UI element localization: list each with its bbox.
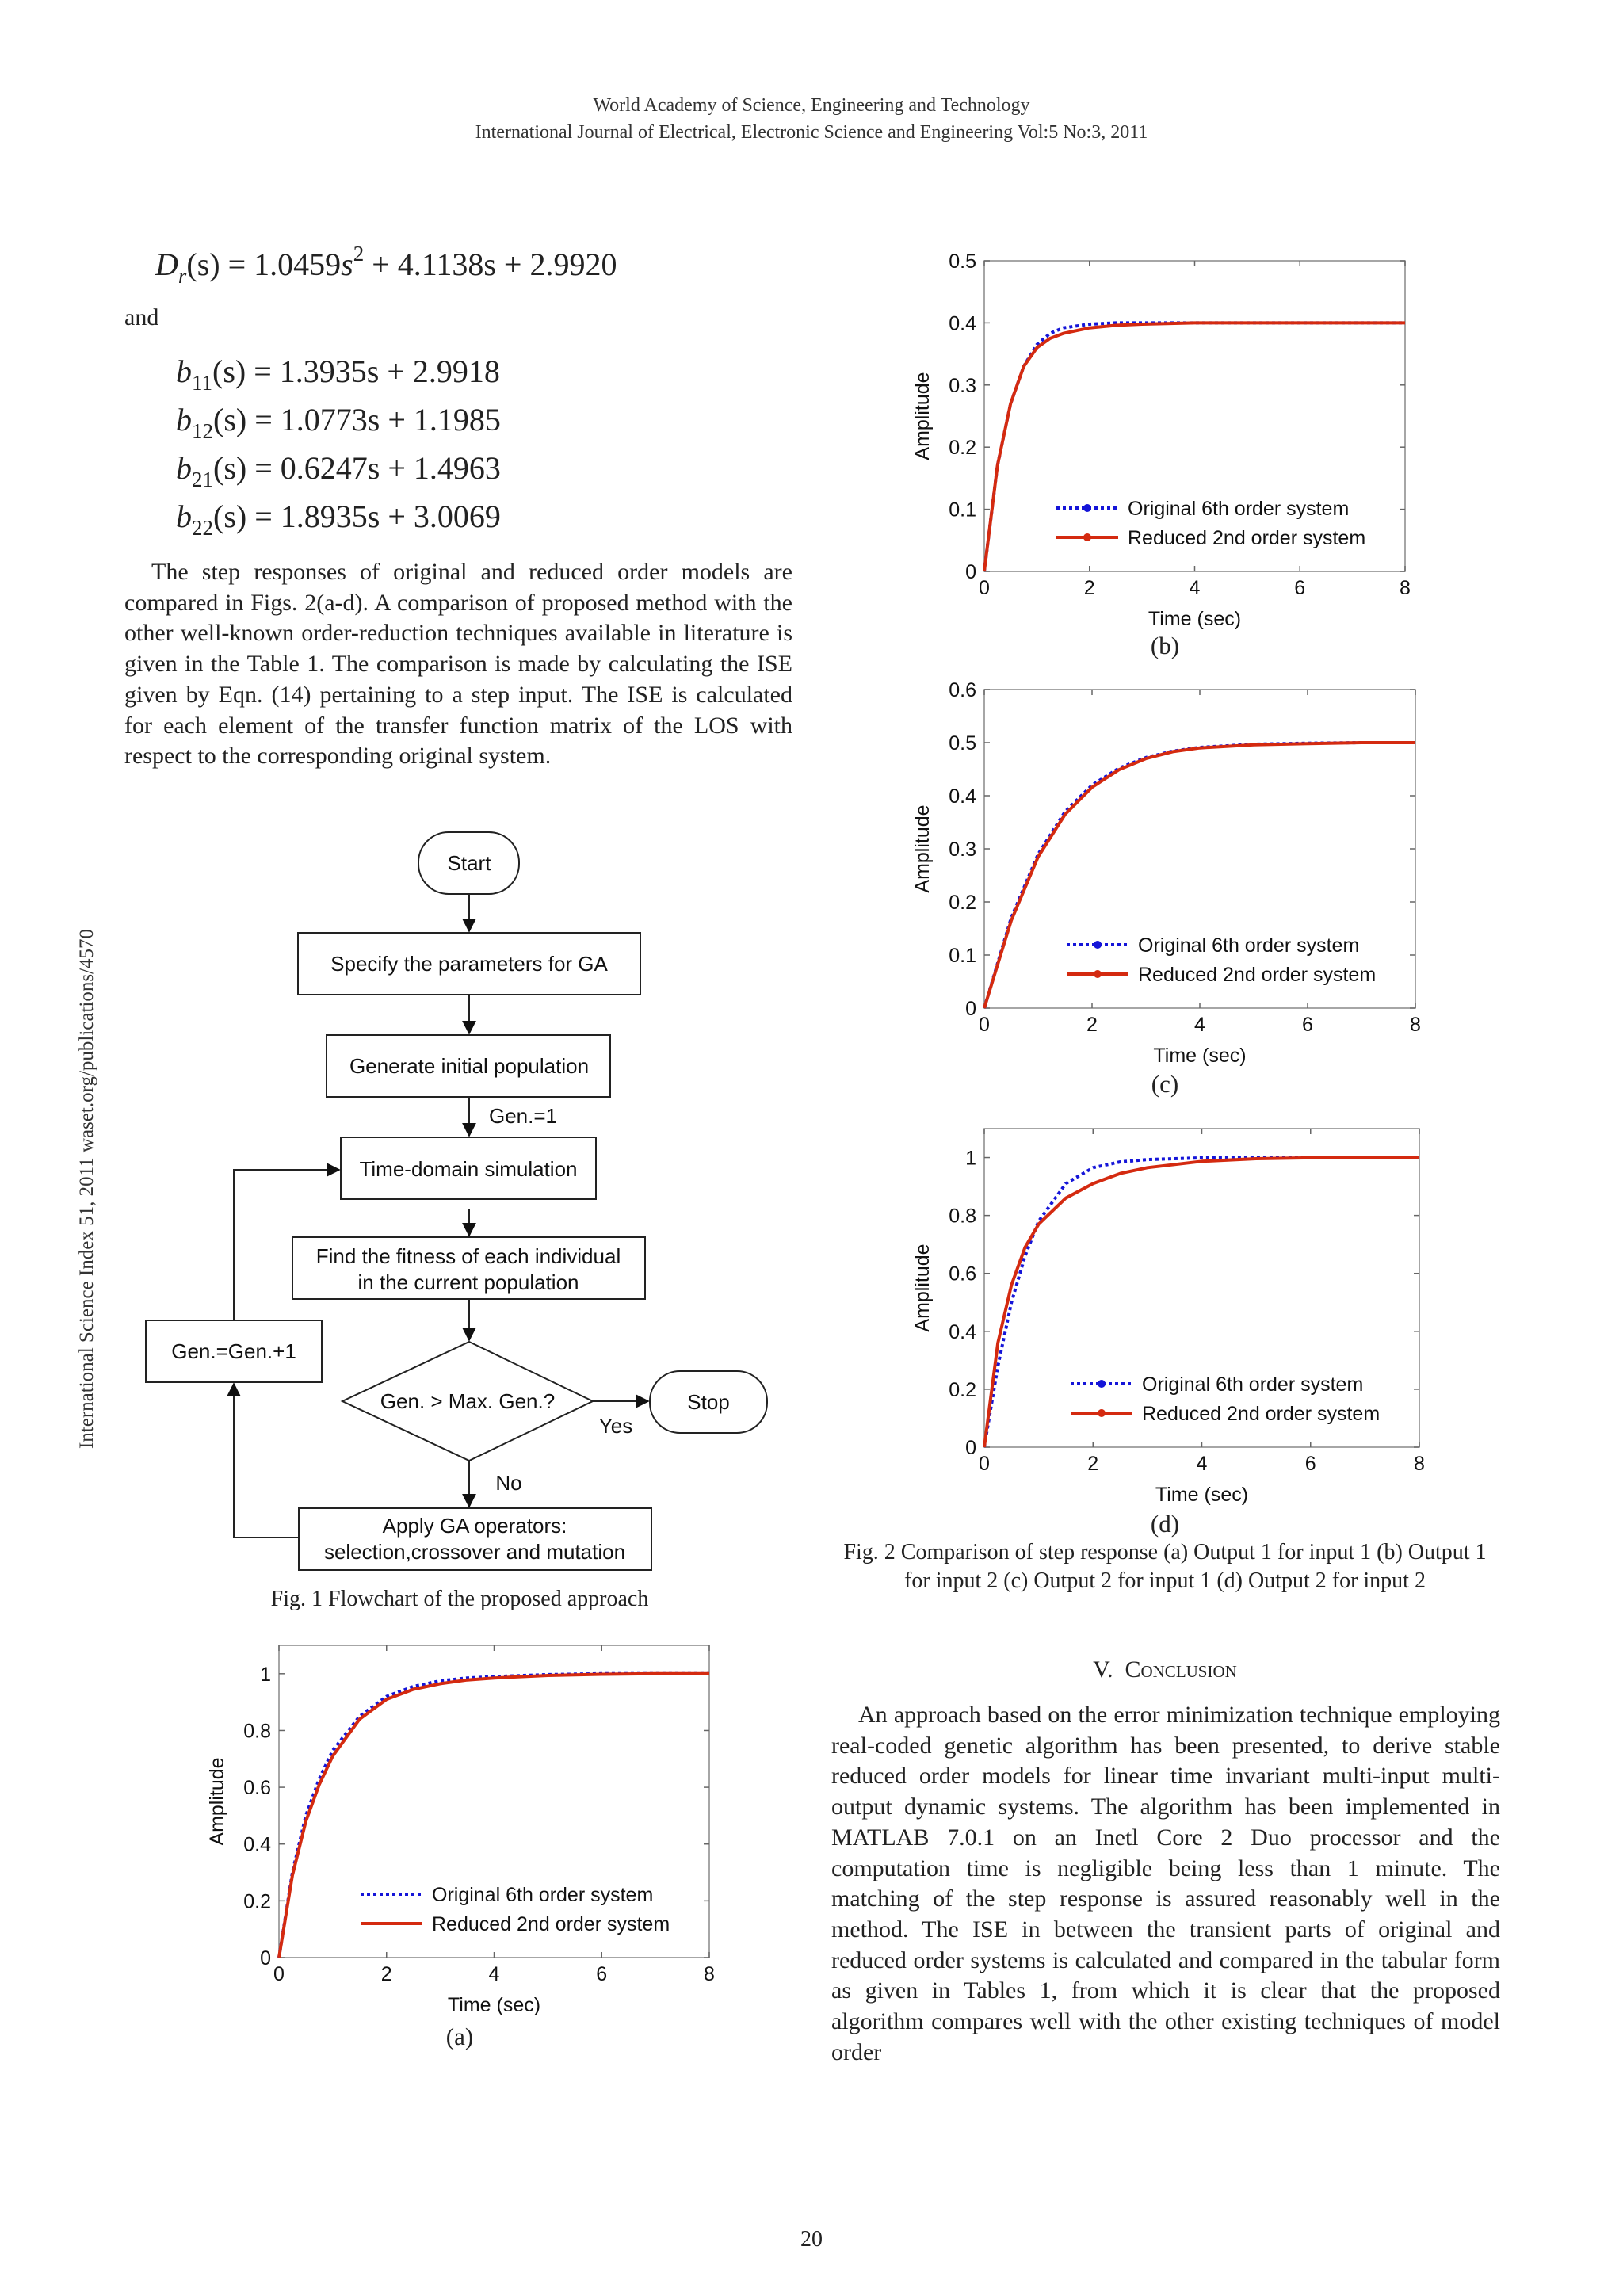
y-tick-label: 0.2: [949, 437, 976, 460]
y-axis-label: Amplitude: [911, 1244, 934, 1332]
section-number: V.: [1093, 1656, 1113, 1683]
y-tick-label: 0.1: [949, 945, 976, 967]
chart-b: [911, 250, 1411, 630]
legend-marker: [1098, 1409, 1106, 1417]
x-tick-label: 2: [1086, 1014, 1098, 1036]
journal-header-line2: International Journal of Electrical, Electronic Science and Engineering Vol:5 No:3, 2011: [475, 122, 1148, 143]
chart-c: [911, 679, 1421, 1067]
y-tick-label: 0: [965, 561, 976, 583]
legend-label: Original 6th order system: [1128, 498, 1350, 520]
flow-gen1-label: Gen.=1: [488, 1104, 558, 1128]
eq-symbol: D: [155, 246, 178, 282]
eq-text: (s) = 1.0773s + 1.1985: [213, 402, 501, 437]
paragraph-conclusion: [831, 1700, 1500, 2068]
x-axis-label: Time (sec): [447, 1994, 541, 2016]
legend-label: Original 6th order system: [432, 1884, 654, 1906]
x-tick-label: 6: [1302, 1014, 1313, 1036]
y-tick-label: 0.8: [243, 1720, 271, 1743]
eq-subscript: r: [178, 264, 187, 288]
y-tick-label: 0.5: [949, 732, 976, 755]
eq-text: (s) = 1.8935s + 3.0069: [213, 499, 501, 534]
legend-label: Original 6th order system: [1142, 1373, 1364, 1396]
x-tick-label: 6: [1294, 577, 1306, 599]
x-tick-label: 4: [1189, 577, 1201, 599]
eq-subscript: 21: [192, 468, 213, 491]
y-tick-label: 0.4: [949, 785, 976, 808]
sidebar-citation: International Science Index 51, 2011 waset.org/publications/4570: [76, 928, 97, 1450]
legend-label: Reduced 2nd order system: [1128, 527, 1366, 549]
y-tick-label: 1: [260, 1663, 271, 1686]
x-tick-label: 8: [1410, 1014, 1421, 1036]
paragraph-text: The step responses of original and reduced order models are compared in Figs. 2(a-d). A comparison of proposed method with the other well-known order-reduction techniques available in literature is given in the Table 1. The comparison is made by calculating the ISE given by Eqn. (14) pertaining to a step input. The ISE is calculated for each element of the transfer function matrix of the LOS with respect to the corresponding original system.: [124, 559, 792, 770]
x-tick-label: 8: [1400, 577, 1411, 599]
eq-text: (s) = 0.6247s + 1.4963: [213, 450, 501, 486]
x-tick-label: 6: [596, 1963, 608, 1985]
x-tick-label: 0: [979, 1453, 990, 1475]
legend-label: Reduced 2nd order system: [432, 1913, 670, 1935]
y-tick-label: 0: [965, 998, 976, 1020]
flow-simulate-label: Time-domain simulation: [359, 1157, 578, 1181]
x-axis-label: Time (sec): [1153, 1045, 1247, 1067]
chart-a: [206, 1645, 715, 2016]
x-tick-label: 2: [1083, 577, 1095, 599]
page-number: 20: [800, 2227, 823, 2252]
plot-frame: [984, 690, 1415, 1008]
legend-label: Reduced 2nd order system: [1142, 1403, 1381, 1425]
plot-frame: [984, 1129, 1419, 1447]
legend-label: Reduced 2nd order system: [1138, 964, 1377, 986]
section-title: Conclusion: [1125, 1656, 1237, 1683]
flow-specify-label: Specify the parameters for GA: [330, 952, 608, 976]
x-tick-label: 6: [1304, 1453, 1316, 1475]
legend-marker: [1083, 533, 1091, 541]
flow-yes-label: Yes: [598, 1414, 633, 1438]
legend-marker: [1098, 1380, 1106, 1388]
x-tick-label: 4: [1196, 1453, 1208, 1475]
x-tick-label: 8: [704, 1963, 715, 1985]
eq-subscript: 22: [192, 516, 213, 540]
flow-no-label: No: [495, 1471, 522, 1495]
plot-frame: [279, 1645, 709, 1958]
subfig-label-d: (d): [1150, 1510, 1180, 1538]
y-axis-label: Amplitude: [911, 804, 934, 893]
x-tick-label: 4: [1194, 1014, 1205, 1036]
section-heading: [832, 1656, 1498, 1683]
y-tick-label: 0.6: [949, 1263, 976, 1286]
eq-subscript: 12: [192, 419, 213, 443]
and-text: and: [124, 304, 159, 330]
flow-apply-label-2: selection,crossover and mutation: [323, 1540, 626, 1564]
eq-text: (s) = 1.3935s + 2.9918: [212, 353, 500, 389]
fig1-caption: Fig. 1 Flowchart of the proposed approach: [270, 1587, 649, 1611]
y-tick-label: 0.6: [243, 1777, 271, 1800]
legend-label: Original 6th order system: [1138, 934, 1360, 957]
y-tick-label: 0.2: [243, 1890, 271, 1913]
journal-header-line1: World Academy of Science, Engineering and Technology: [593, 95, 1030, 116]
x-tick-label: 0: [979, 1014, 990, 1036]
x-tick-label: 8: [1414, 1453, 1425, 1475]
chart-d: [911, 1129, 1425, 1506]
flow-decision-label: Gen. > Max. Gen.?: [380, 1389, 556, 1413]
y-tick-label: 0: [260, 1947, 271, 1969]
flow-fitness-label-1: Find the fitness of each individual: [315, 1244, 621, 1268]
flow-apply-label-1: Apply GA operators:: [382, 1514, 567, 1538]
y-tick-label: 0.5: [949, 250, 976, 273]
eq-text: (s) = 1.0459: [186, 246, 342, 282]
y-tick-label: 0.4: [949, 312, 976, 335]
eq-symbol: b: [176, 450, 192, 486]
flow-increment-label: Gen.=Gen.+1: [171, 1339, 296, 1363]
x-axis-label: Time (sec): [1155, 1484, 1249, 1506]
y-tick-label: 0.4: [949, 1320, 976, 1343]
x-tick-label: 0: [979, 577, 990, 599]
subfig-label-c: (c): [1151, 1070, 1179, 1098]
y-tick-label: 0.2: [949, 1378, 976, 1401]
y-tick-label: 0.3: [949, 374, 976, 397]
flow-generate-label: Generate initial population: [349, 1054, 590, 1078]
y-tick-label: 0: [965, 1437, 976, 1459]
y-axis-label: Amplitude: [206, 1757, 228, 1846]
eq-symbol: b: [176, 499, 192, 534]
flow-start-label: Start: [447, 851, 491, 875]
y-tick-label: 0.8: [949, 1205, 976, 1228]
x-axis-label: Time (sec): [1148, 608, 1242, 630]
eq-subscript: 11: [192, 371, 212, 395]
eq-var: s: [341, 246, 353, 282]
y-tick-label: 0.2: [949, 892, 976, 914]
y-tick-label: 0.1: [949, 499, 976, 521]
x-tick-label: 4: [488, 1963, 500, 1985]
plot-frame: [984, 261, 1405, 571]
y-tick-label: 0.4: [243, 1833, 271, 1856]
legend-marker: [1094, 941, 1102, 949]
legend-marker: [1094, 970, 1102, 978]
y-tick-label: 1: [965, 1147, 976, 1170]
flow-stop-label: Stop: [687, 1390, 730, 1414]
paragraph-text: An approach based on the error minimization technique employing real-coded genetic algorithm has been presented, to derive stable reduced order models for linear time invariant multi-input multi-output dynamic systems. The algorithm has been implemented in MATLAB 7.0.1 on an Inetl Core 2 Duo processor and the computation time is negligible being less than 1 minute. The matching of the step response is assured reasonably well in the method. The ISE in between the transient parts of original and reduced order systems is calculated and compared in the tabular form as given in Tables 1, from which it is clear that the proposed algorithm compares well with the other existing techniques of model order: [831, 1702, 1500, 2065]
x-tick-label: 2: [380, 1963, 392, 1985]
y-tick-label: 0.3: [949, 839, 976, 861]
subfig-label-b: (b): [1150, 632, 1180, 659]
x-tick-label: 0: [273, 1963, 285, 1985]
eq-text: + 4.1138s + 2.9920: [364, 246, 617, 282]
legend-marker: [1083, 504, 1091, 512]
flow-fitness-label-2: in the current population: [357, 1270, 579, 1294]
subfig-label-a: (a): [445, 2023, 474, 2050]
x-tick-label: 2: [1087, 1453, 1099, 1475]
eq-symbol: b: [176, 353, 192, 389]
y-axis-label: Amplitude: [911, 372, 934, 460]
y-tick-label: 0.6: [949, 679, 976, 701]
fig2-caption: Fig. 2 Comparison of step response (a) Output 1 for input 1 (b) Output 1 for input 2 (c) Output 2 for input 1 (d) Output 2 for input 2: [843, 1540, 1487, 1593]
eq-superscript: 2: [353, 242, 365, 266]
eq-symbol: b: [176, 402, 192, 437]
